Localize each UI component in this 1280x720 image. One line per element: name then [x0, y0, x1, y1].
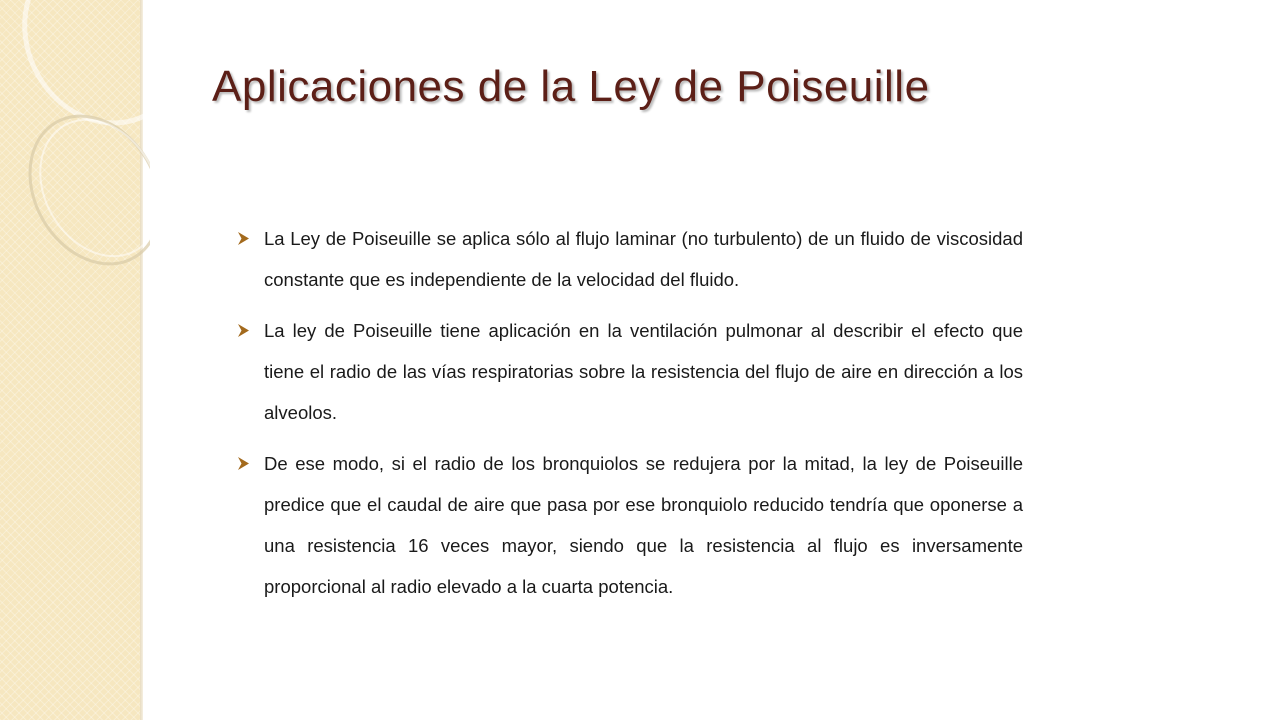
bullet-text: De ese modo, si el radio de los bronquiolos se redujera por la mitad, la ley de Poiseuille predice que el caudal de aire que pasa por ese bronquiolo reducido tendría que oponerse a una resistencia 16 veces mayor, siendo que la resistencia al flujo es inversamente proporcional al radio elevado a la cuarta potencia. [264, 453, 1023, 597]
decorative-rings [0, 0, 150, 300]
arrowhead-bullet-icon [238, 232, 249, 245]
bullet-list [238, 218, 1023, 617]
arrowhead-bullet-icon [238, 457, 249, 470]
slide-title: Aplicaciones de la Ley de Poiseuille [212, 62, 930, 111]
bullet-item [238, 443, 1023, 607]
bullet-item [238, 310, 1023, 433]
bullet-text: La ley de Poiseuille tiene aplicación en la ventilación pulmonar al describir el efecto que tiene el radio de las vías respiratorias sobre la resistencia del flujo de aire en dirección a los alveolos. [264, 320, 1023, 423]
arrowhead-bullet-icon [238, 324, 249, 337]
bullet-text: La Ley de Poiseuille se aplica sólo al flujo laminar (no turbulento) de un fluido de viscosidad constante que es independiente de la velocidad del fluido. [264, 228, 1023, 290]
bullet-item [238, 218, 1023, 300]
